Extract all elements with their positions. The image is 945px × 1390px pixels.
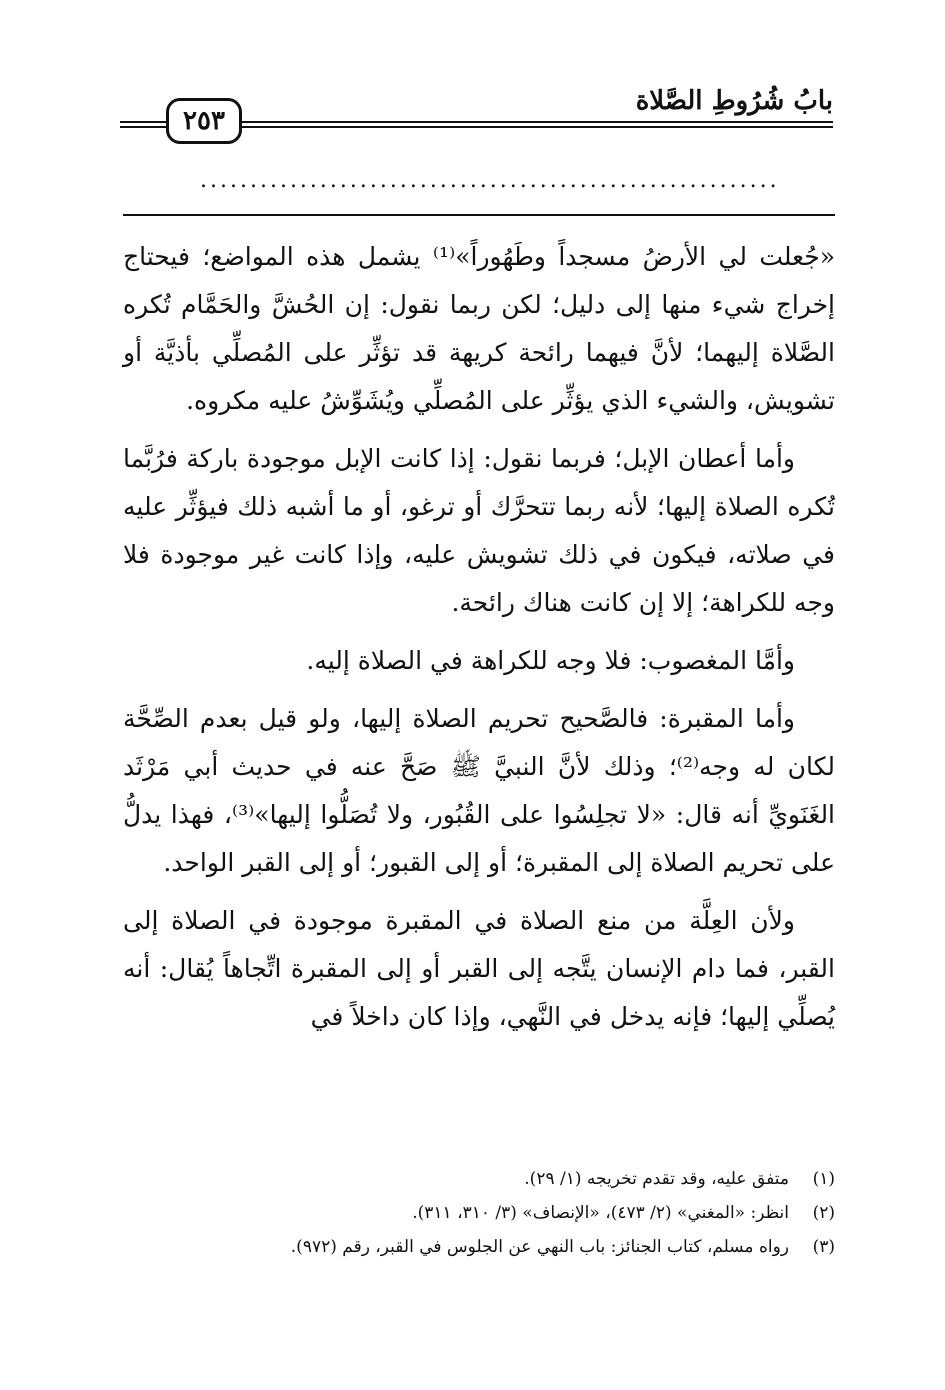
paragraph: وأما أعطان الإبل؛ فربما نقول: إذا كانت الإبل موجودة باركة فرُبَّما تُكره الصلاة إليها؛ لأنه ربما تتحرَّك أو ترغو، أو ما أشبه ذلك فيؤثِّر عليه في صلاته، فيكون في ذلك تشويش عليه، وإذا كانت غير موجودة فلا وجه للكراهة؛ إلا إن كانت هناك رائحة. (123, 444, 835, 617)
paragraph: وأمَّا المغصوب: فلا وجه للكراهة في الصلاة إليه. (306, 646, 795, 675)
paragraph: ولأن العِلَّة من منع الصلاة في المقبرة موجودة في الصلاة إلى القبر، فما دام الإنسان يتَّجه إلى القبر أو إلى المقبرة اتِّجاهاً يُقال: أنه يُصلِّي إليها؛ فإنه يدخل في النَّهي، وإذا كان داخلاً في (123, 906, 835, 1031)
separator-line (123, 214, 835, 216)
footnote-text: متفق عليه، وقد تقدم تخريجه (١/ ٢٩). (524, 1169, 789, 1189)
footnote-item (123, 1162, 835, 1196)
chapter-title: بابُ شُرُوطِ الصَّلاة (635, 86, 833, 116)
footnote-text: انظر: «المغني» (٢/ ٤٧٣)، «الإنصاف» (٣/ ٣١٠، ٣١١). (412, 1203, 789, 1223)
footnote-item (123, 1196, 835, 1230)
main-text (123, 233, 835, 1051)
page-header (120, 86, 833, 136)
footnotes (123, 1162, 835, 1264)
page-number: ٢٥٣ (166, 98, 242, 144)
footnote-number: (٢) (812, 1203, 835, 1223)
paragraph: «جُعلت لي الأرضُ مسجداً وطَهُوراً»⁽¹⁾ يشمل هذه المواضع؛ فيحتاج إخراج شيء منها إلى دليل؛ لكن ربما نقول: إن الحُشَّ والحَمَّام تُكره الصَّلاة إليهما؛ لأنَّ فيهما رائحة كريهة قد تؤثِّر على المُصلِّي بأذيَّة أو تشويش، والشيء الذي يؤثِّر على المُصلِّي ويُشَوِّشُ عليه مكروه. (123, 242, 836, 415)
footnote-item (123, 1230, 835, 1264)
footnote-number: (١) (812, 1169, 835, 1189)
footnote-text: رواه مسلم، كتاب الجنائز: باب النهي عن الجلوس في القبر، رقم (٩٧٢). (290, 1237, 789, 1257)
header-rule-right (232, 121, 833, 128)
continuation-dots: .......................................................... (200, 168, 780, 193)
paragraph: وأما المقبرة: فالصَّحيح تحريم الصلاة إليها، ولو قيل بعدم الصِّحَّة لكان له وجه⁽²⁾؛ وذلك لأنَّ النبيَّ ﷺ صَحَّ عنه في حديث أبي مَرْثَد الغَنَويِّ أنه قال: «لا تجلِسُوا على القُبُور، ولا تُصَلُّوا إليها»⁽³⁾، فهذا يدلُّ على تحريم الصلاة إلى المقبرة؛ أو إلى القبور؛ أو إلى القبر الواحد. (123, 704, 836, 877)
footnote-number: (٣) (812, 1237, 835, 1257)
